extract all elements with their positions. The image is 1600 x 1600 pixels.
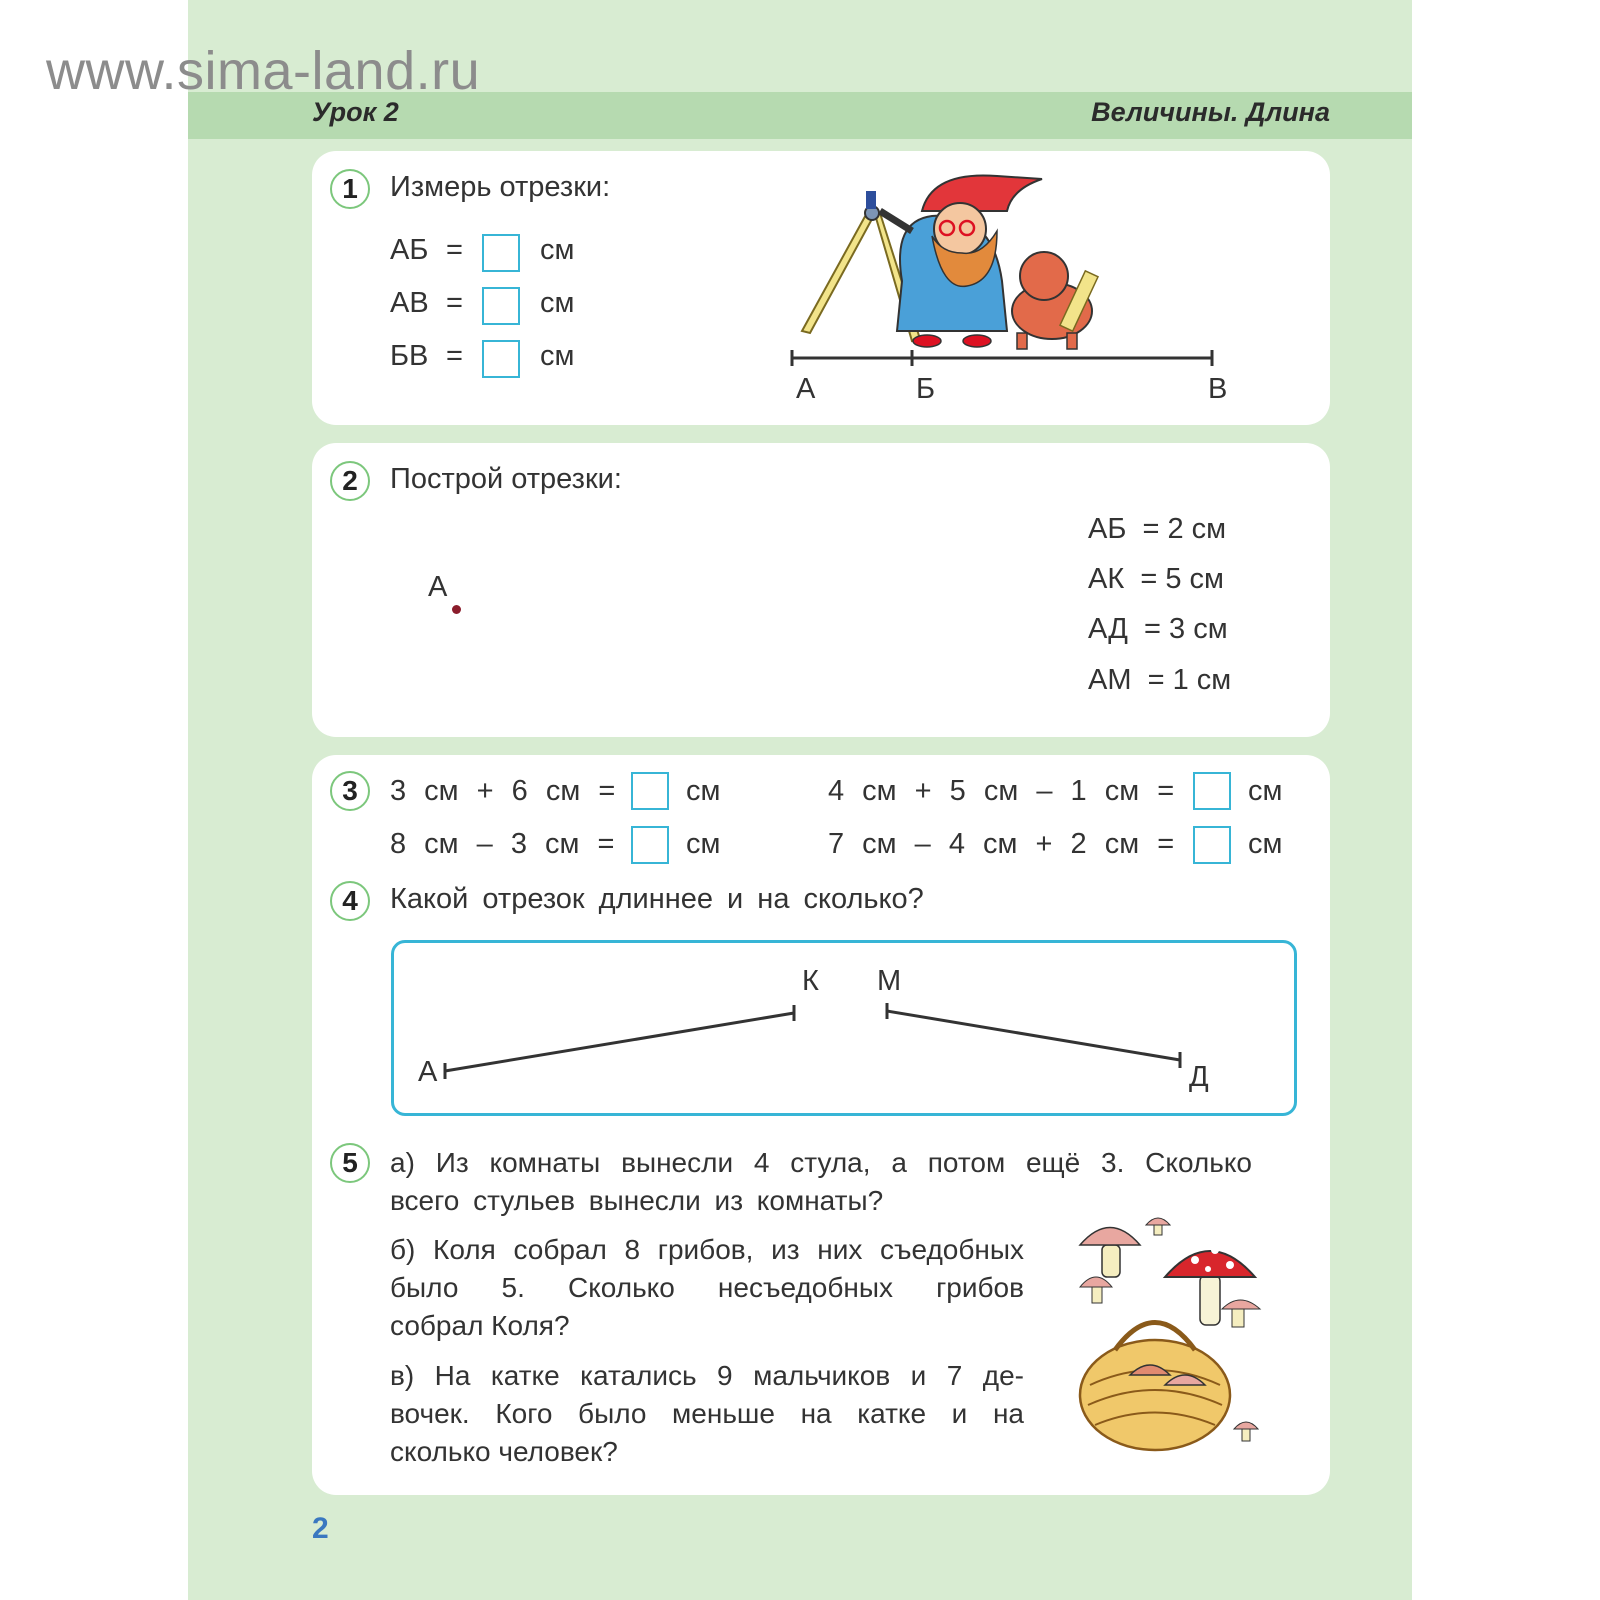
problem-line: было 5. Сколько несъедобных грибов [390,1272,1024,1303]
basket-icon [1080,1323,1258,1451]
point-a-dot [452,605,461,614]
page-number: 2 [312,1512,329,1545]
row-eq: = [446,234,463,266]
answer-box-bv[interactable] [482,340,520,378]
length-row: АК = 5 см [1088,563,1224,595]
expression: 7 см – 4 см + 2 см = [828,828,1175,860]
fly-agaric-icon [1165,1246,1260,1327]
length-row: АМ = 1 см [1088,664,1232,696]
expression: 8 см – 3 см = [390,828,615,860]
point-label: А [428,571,448,603]
answer-box-expr-3[interactable] [1193,772,1231,810]
segment-abv [782,346,1222,386]
point-label: М [877,965,902,997]
expression: 3 см + 6 см = [390,775,616,807]
row-unit: см [540,287,575,319]
point-label: К [802,965,819,997]
answer-box-expr-1[interactable] [631,772,669,810]
row-eq: = [446,340,463,372]
task-1-card [312,151,1330,425]
lesson-title: Урок 2 [312,97,399,127]
task-1-number: 1 [330,169,370,209]
task-2-title: Построй отрезки: [390,463,622,495]
problem-b [390,1231,1024,1345]
problem-line: а) Из комнаты вынесли 4 стула, а потом ещё 3. Сколько [390,1147,1252,1178]
mushroom-icon [1080,1218,1170,1303]
problem-line: б) Коля собрал 8 грибов, из них съедобных [390,1234,1024,1265]
problem-a [390,1144,1252,1220]
answer-box-expr-2[interactable] [631,826,669,864]
row-label: АБ [390,234,429,266]
row-label: АВ [390,287,429,319]
row-eq: = [446,287,463,319]
task-1-title: Измерь отрезки: [390,171,611,203]
expression-unit: см [686,775,721,807]
problem-line: в) На катке катались 9 мальчиков и 7 де- [390,1360,1024,1391]
answer-box-av[interactable] [482,287,520,325]
expression-unit: см [1248,775,1283,807]
problem-line: сколько человек? [390,1436,618,1467]
point-label: Д [1189,1061,1209,1093]
answer-box-expr-4[interactable] [1193,826,1231,864]
problem-line: всего стульев вынесли из комнаты? [390,1185,884,1216]
task-4-title: Какой отрезок длиннее и на сколько? [390,883,924,915]
task-4-number: 4 [330,881,370,921]
problem-c [390,1357,1024,1471]
problem-line: вочек. Кого было меньше на катке и на [390,1398,1024,1429]
watermark: www.sima-land.ru [46,41,481,101]
point-label: А [796,373,816,405]
expression-unit: см [686,828,721,860]
point-label: А [418,1056,438,1088]
row-unit: см [540,234,575,266]
dog-icon [1012,252,1098,349]
mushroom-basket-illustration [1070,1215,1290,1475]
segments-frame [391,940,1297,1116]
point-label: Б [916,373,936,405]
expression: 4 см + 5 см – 1 см = [828,775,1175,807]
task-2-card [312,443,1330,737]
task-2-number: 2 [330,461,370,501]
row-unit: см [540,340,575,372]
length-row: АД = 3 см [1088,613,1228,645]
answer-box-ab[interactable] [482,234,520,272]
expression-unit: см [1248,828,1283,860]
segments-drawing [394,943,1294,1113]
length-row: АБ = 2 см [1088,513,1227,545]
task-5-number: 5 [330,1143,370,1183]
task-3-number: 3 [330,771,370,811]
problem-line: собрал Коля? [390,1310,570,1341]
row-label: БВ [390,340,429,372]
point-label: В [1208,373,1228,405]
gnome-illustration [782,161,1122,361]
topic-title: Величины. Длина [1091,97,1330,127]
